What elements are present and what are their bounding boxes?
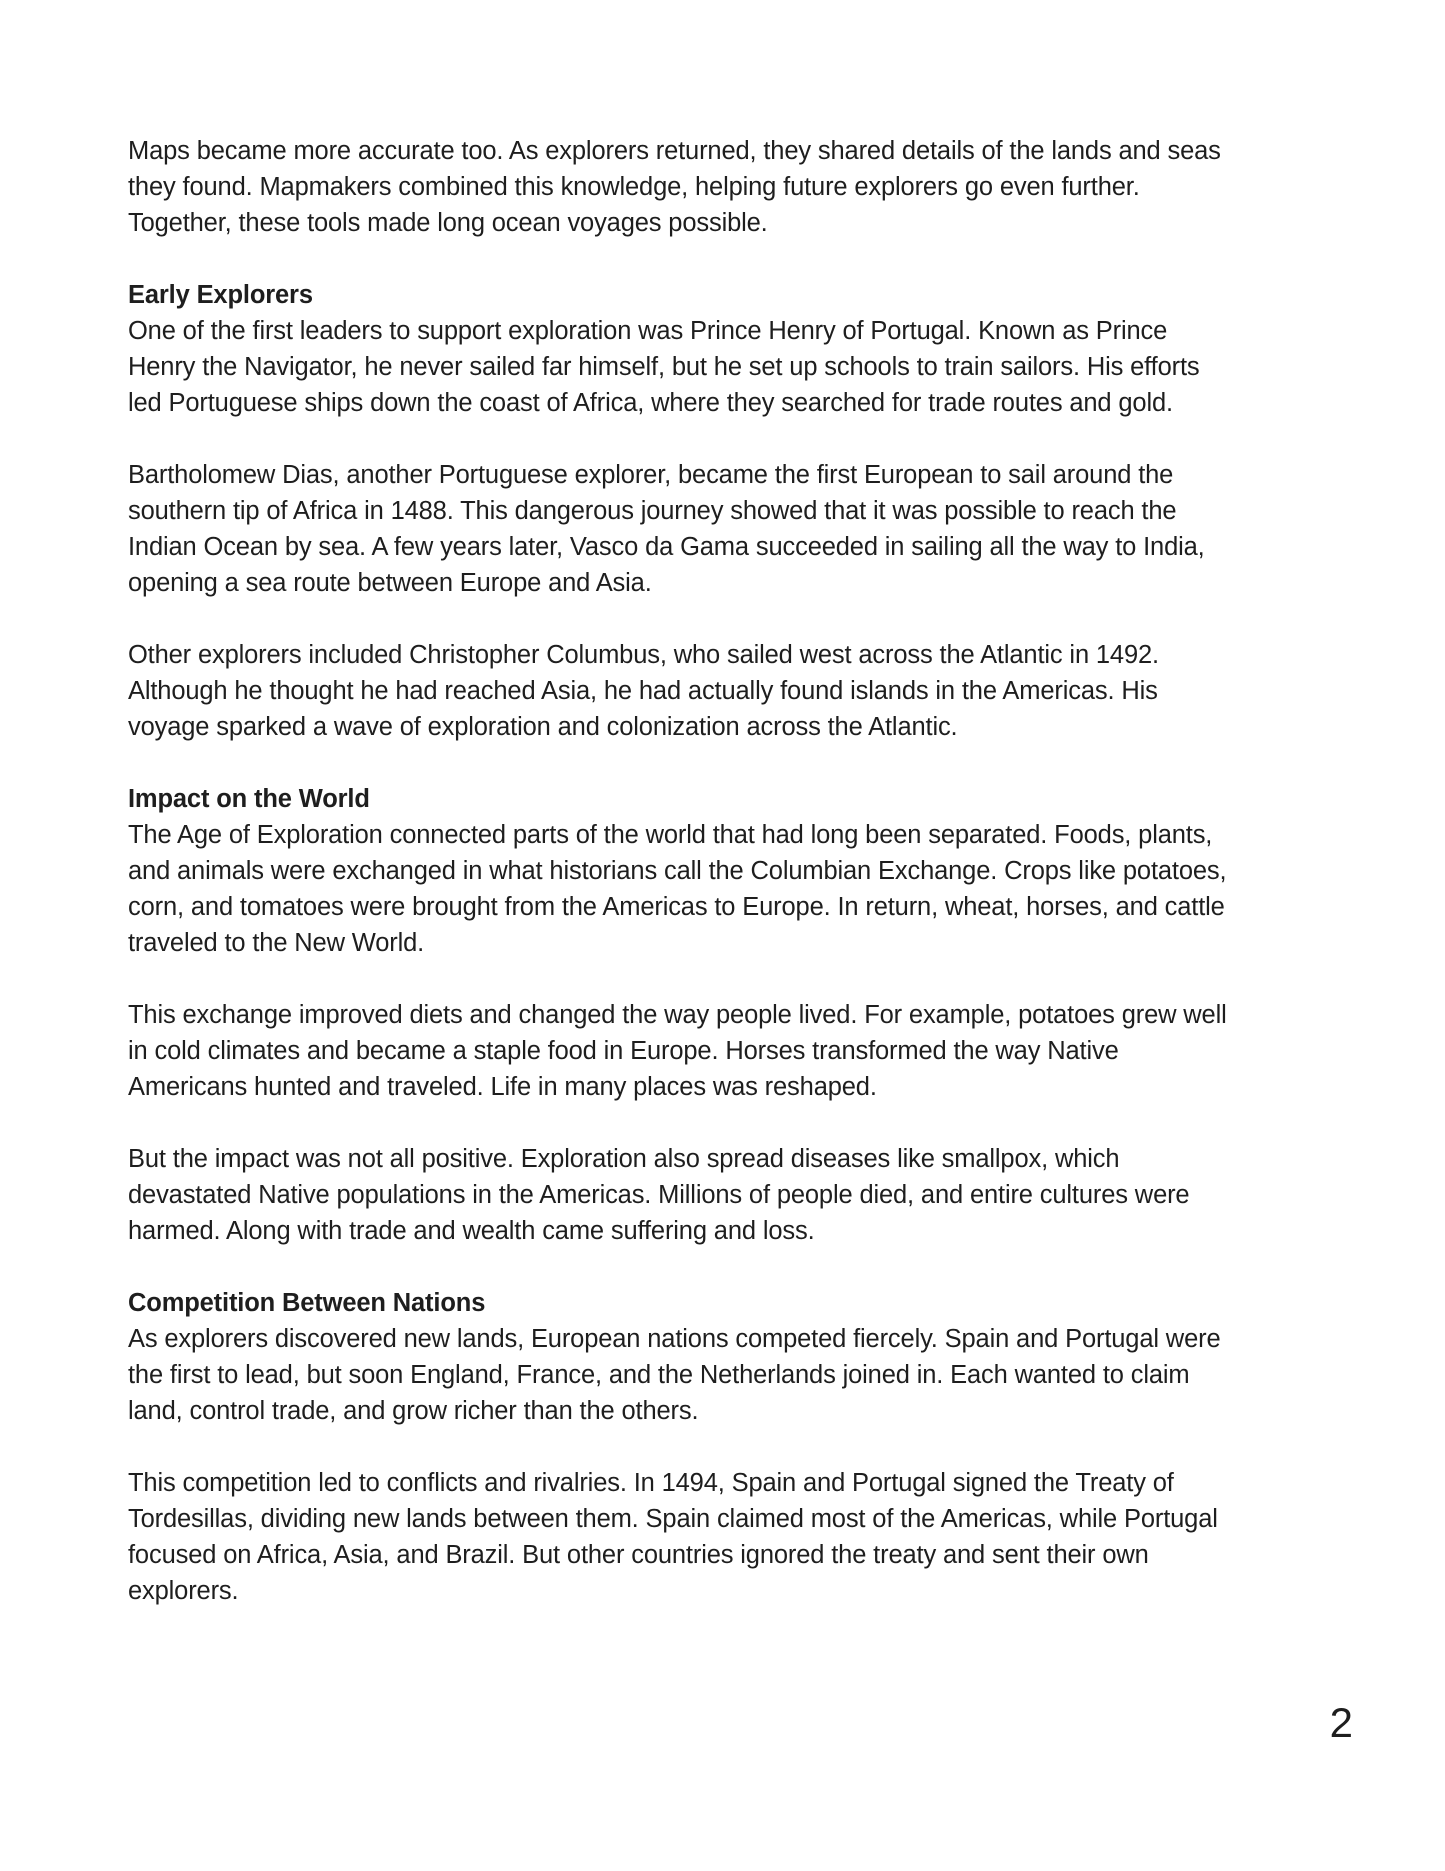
text-line: explorers. [128,1577,239,1605]
section-heading: Impact on the World [128,785,370,813]
text-line: Other explorers included Christopher Columbus, who sailed west across the Atlantic in 1492. [128,641,1159,669]
paragraph [128,1141,1328,1249]
text-line: they found. Mapmakers combined this knowledge, helping future explorers go even further. [128,173,1140,201]
text-line: devastated Native populations in the Americas. Millions of people died, and entire cultures were [128,1181,1190,1209]
text-line: One of the first leaders to support exploration was Prince Henry of Portugal. Known as Prince [128,317,1168,345]
text-line: corn, and tomatoes were brought from the Americas to Europe. In return, wheat, horses, and cattle [128,893,1225,921]
text-line: Maps became more accurate too. As explorers returned, they shared details of the lands and seas [128,137,1221,165]
text-line: led Portuguese ships down the coast of Africa, where they searched for trade routes and gold. [128,389,1173,417]
text-line: As explorers discovered new lands, European nations competed fiercely. Spain and Portugal were [128,1325,1221,1353]
text-line: This competition led to conflicts and rivalries. In 1494, Spain and Portugal signed the Treaty of [128,1469,1174,1497]
section [128,781,1328,961]
text-line: southern tip of Africa in 1488. This dangerous journey showed that it was possible to reach the [128,497,1177,525]
section-heading: Competition Between Nations [128,1289,486,1317]
text-line: Bartholomew Dias, another Portuguese explorer, became the first European to sail around the [128,461,1174,489]
text-line: Tordesillas, dividing new lands between them. Spain claimed most of the Americas, while Portugal [128,1505,1218,1533]
text-line: This exchange improved diets and changed the way people lived. For example, potatoes grew well [128,1001,1227,1029]
text-line: Americans hunted and traveled. Life in many places was reshaped. [128,1073,877,1101]
text-line: voyage sparked a wave of exploration and colonization across the Atlantic. [128,713,958,741]
section-heading: Early Explorers [128,281,313,309]
text-line: traveled to the New World. [128,929,425,957]
paragraph [128,997,1328,1105]
text-line: But the impact was not all positive. Exploration also spread diseases like smallpox, which [128,1145,1120,1173]
paragraph [128,1465,1328,1609]
text-line: Indian Ocean by sea. A few years later, Vasco da Gama succeeded in sailing all the way to India, [128,533,1205,561]
text-line: in cold climates and became a staple food in Europe. Horses transformed the way Native [128,1037,1119,1065]
text-line: land, control trade, and grow richer than the others. [128,1397,699,1425]
text-line: the first to lead, but soon England, France, and the Netherlands joined in. Each wanted to claim [128,1361,1190,1389]
text-line: Together, these tools made long ocean voyages possible. [128,209,768,237]
text-line: opening a sea route between Europe and Asia. [128,569,652,597]
text-line: harmed. Along with trade and wealth came suffering and loss. [128,1217,815,1245]
section [128,277,1328,421]
section [128,1285,1328,1429]
paragraph [128,637,1328,745]
text-line: The Age of Exploration connected parts of the world that had long been separated. Foods, plants, [128,821,1213,849]
text-line: focused on Africa, Asia, and Brazil. But other countries ignored the treaty and sent their own [128,1541,1149,1569]
paragraph [128,457,1328,601]
document-body [128,133,1328,1645]
text-line: and animals were exchanged in what historians call the Columbian Exchange. Crops like potatoes, [128,857,1227,885]
page-number: 2 [1329,1699,1353,1746]
paragraph [128,133,1328,241]
text-line: Although he thought he had reached Asia, he had actually found islands in the Americas. His [128,677,1158,705]
text-line: Henry the Navigator, he never sailed far himself, but he set up schools to train sailors. His efforts [128,353,1200,381]
